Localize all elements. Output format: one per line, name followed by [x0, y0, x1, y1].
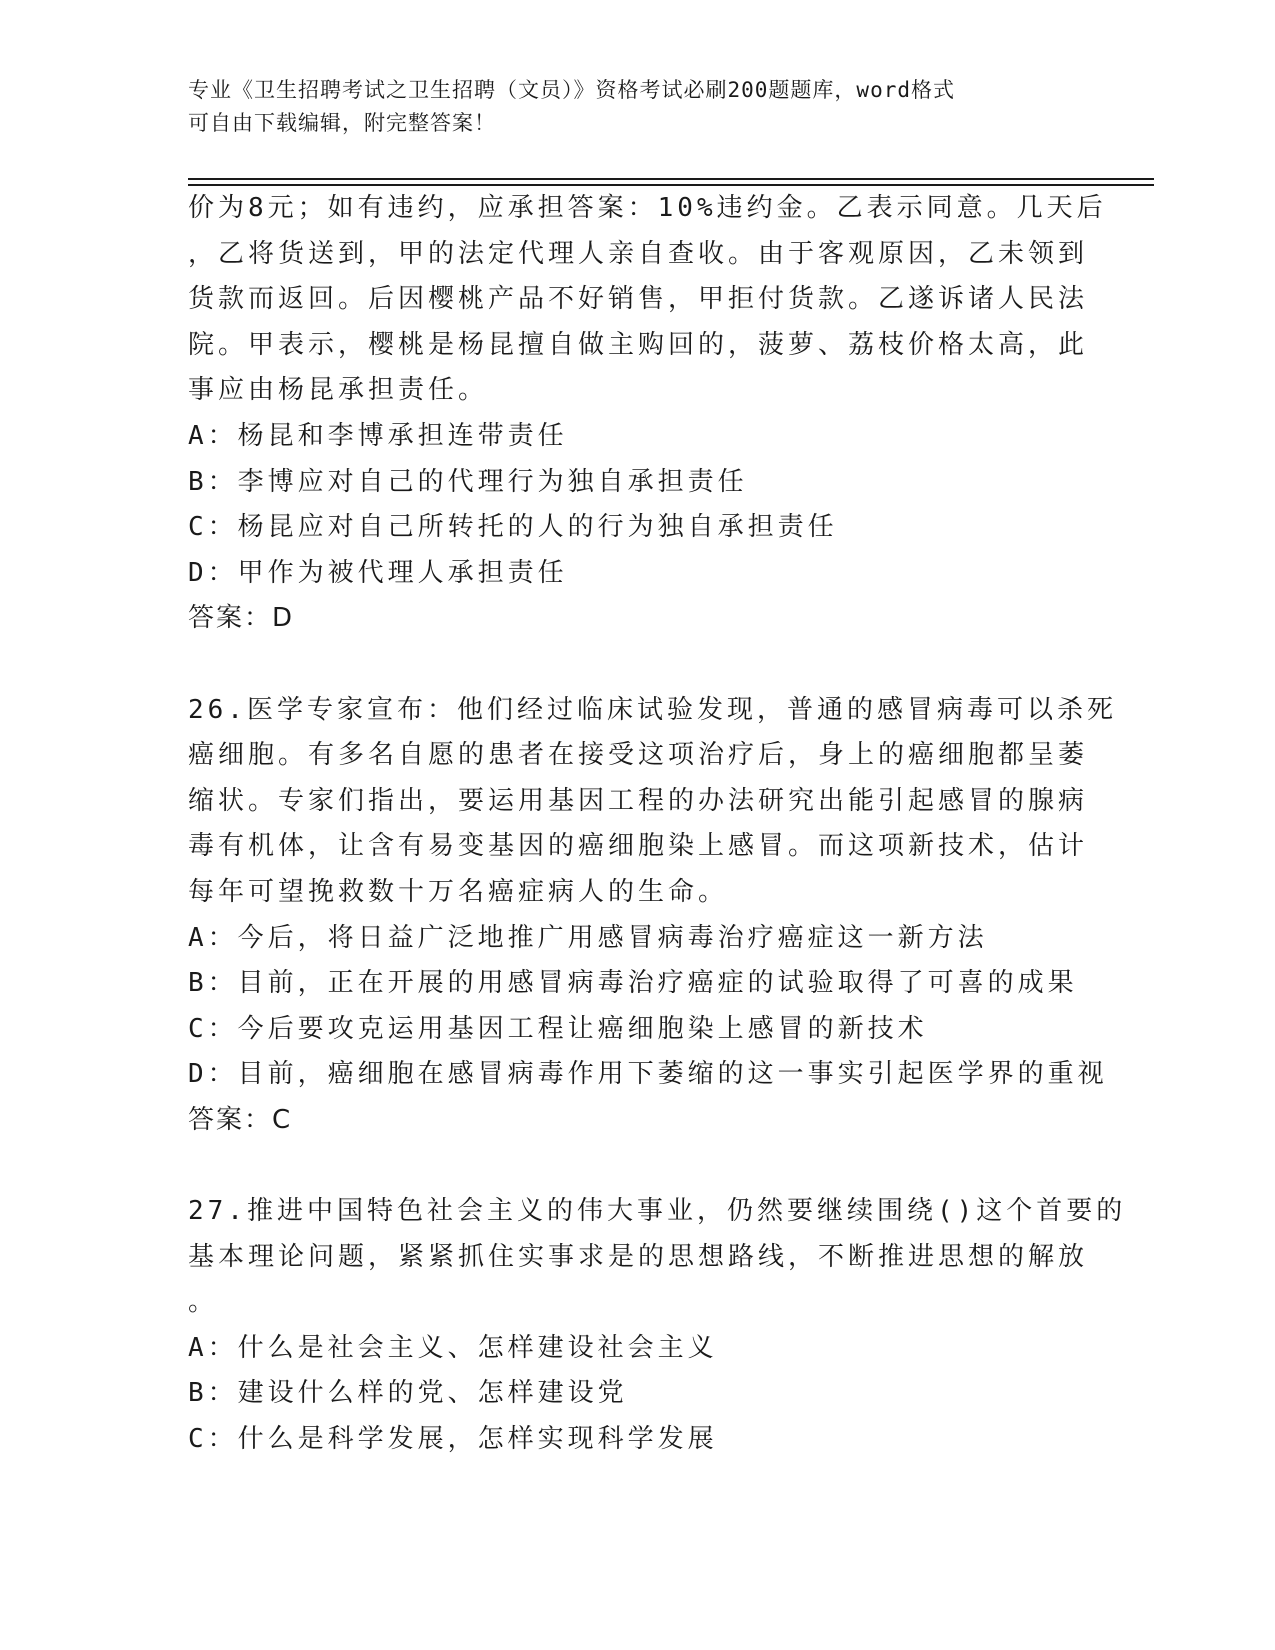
document-header: [188, 74, 1068, 140]
question-stem-line: 价为8元；如有违约，应承担答案：10%违约金。乙表示同意。几天后: [188, 193, 1107, 223]
document-body: [188, 186, 1127, 1463]
question-stem-line: 事应由杨昆承担责任。: [188, 375, 489, 406]
option-a: A：今后，将日益广泛地推广用感冒病毒治疗癌症这一新方法: [188, 922, 988, 953]
header-line: 专业《卫生招聘考试之卫生招聘（文员）》资格考试必刷200题题库，word格式: [188, 78, 955, 102]
header-rule: [188, 178, 1154, 180]
question-stem-line: 癌细胞。有多名自愿的患者在接受这项治疗后，身上的癌细胞都呈萎: [188, 740, 1089, 771]
question-26: [188, 688, 1117, 1144]
question-stem-line: 每年可望挽救数十万名癌症病人的生命。: [188, 876, 729, 907]
question-stem-line: 。: [188, 1287, 219, 1318]
option-b: B：李博应对自己的代理行为独自承担责任: [188, 466, 748, 497]
question-stem-line: 26.医学专家宣布：他们经过临床试验发现，普通的感冒病毒可以杀死: [188, 694, 1117, 725]
option-c: C：杨昆应对自己所转托的人的行为独自承担责任: [188, 512, 838, 543]
header-line: 可自由下载编辑，附完整答案！: [188, 111, 496, 135]
option-d: D：目前，癌细胞在感冒病毒作用下萎缩的这一事实引起医学界的重视: [188, 1059, 1108, 1090]
spacer: [188, 1143, 1088, 1189]
question-stem-line: 缩状。专家们指出，要运用基因工程的办法研究出能引起感冒的腺病: [188, 785, 1089, 816]
question-stem-line: 27.推进中国特色社会主义的伟大事业，仍然要继续围绕()这个首要的: [188, 1196, 1127, 1227]
spacer: [188, 642, 1088, 688]
option-a: A：什么是社会主义、怎样建设社会主义: [188, 1332, 718, 1363]
question-stem-line: 毒有机体，让含有易变基因的癌细胞染上感冒。而这项新技术，估计: [188, 831, 1089, 862]
answer-label: 答案：C: [188, 1104, 293, 1135]
option-c: C：今后要攻克运用基因工程让癌细胞染上感冒的新技术: [188, 1013, 928, 1044]
option-b: B：目前，正在开展的用感冒病毒治疗癌症的试验取得了可喜的成果: [188, 968, 1078, 999]
option-b: B：建设什么样的党、怎样建设党: [188, 1378, 628, 1409]
option-d: D：甲作为被代理人承担责任: [188, 557, 568, 588]
question-stem-line: ，乙将货送到，甲的法定代理人亲自查收。由于客观原因，乙未领到: [188, 238, 1089, 269]
answer-label: 答案：D: [188, 603, 295, 634]
question-27: [188, 1189, 1127, 1463]
question-stem-line: 院。甲表示，樱桃是杨昆擅自做主购回的，菠萝、荔枝价格太高，此: [188, 329, 1089, 360]
option-a: A：杨昆和李博承担连带责任: [188, 420, 568, 451]
question-stem-line: 货款而返回。后因樱桃产品不好销售，甲拒付货款。乙遂诉诸人民法: [188, 284, 1089, 315]
question-25: [188, 186, 1107, 642]
question-stem-line: 基本理论问题，紧紧抓住实事求是的思想路线，不断推进思想的解放: [188, 1241, 1089, 1272]
option-c: C：什么是科学发展，怎样实现科学发展: [188, 1424, 718, 1455]
